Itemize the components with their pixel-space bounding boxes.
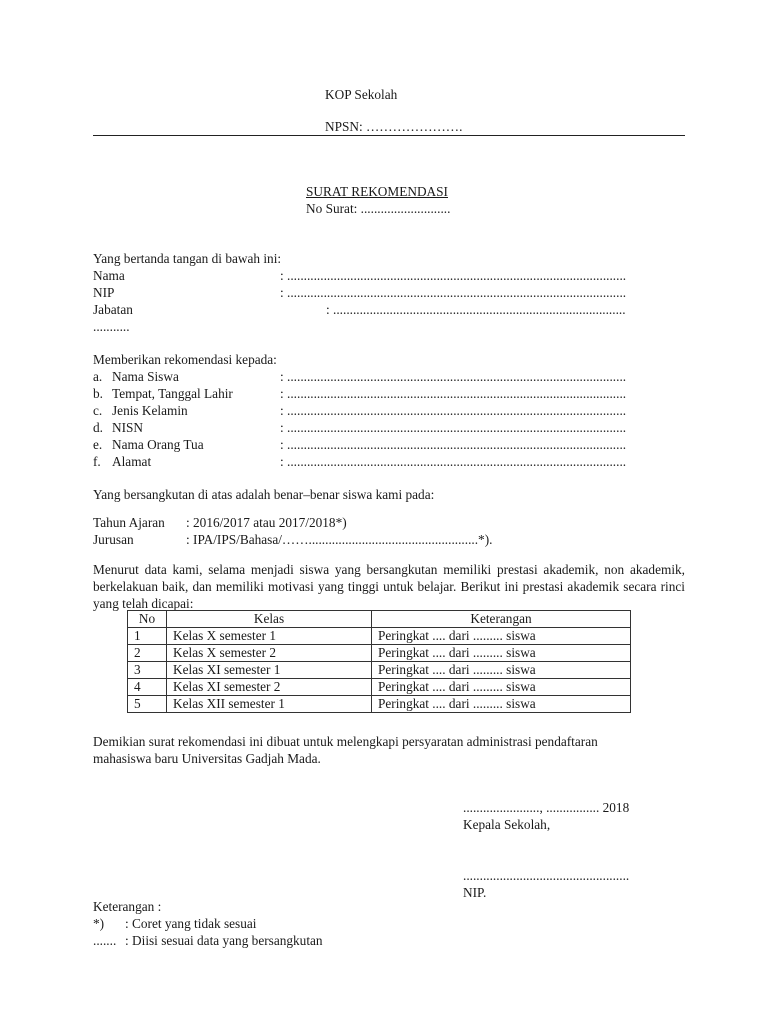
achievement-table (127, 610, 631, 713)
recipient-value-nama-siswa: : ...................................................................................................... (280, 369, 627, 384)
recipient-value-alamat: : ...................................................................................................... (280, 454, 627, 469)
cell-no: 3 (128, 662, 167, 679)
statement: Yang bersangkutan di atas adalah benar–benar siswa kami pada: (93, 487, 435, 502)
cell-no: 2 (128, 645, 167, 662)
tahun-ajaran-value: : 2016/2017 atau 2017/2018*) (186, 515, 347, 530)
kop-sekolah: KOP Sekolah (325, 87, 398, 102)
table-row (128, 662, 631, 679)
recipient-letter-f: f. (93, 454, 101, 469)
recipient-value-ttl: : ...................................................................................................... (280, 386, 627, 401)
recipient-intro: Memberikan rekomendasi kepada: (93, 352, 277, 367)
cell-no: 4 (128, 679, 167, 696)
recipient-label-ttl: Tempat, Tanggal Lahir (112, 386, 233, 401)
no-surat: No Surat: ........................... (306, 201, 451, 216)
signer-label-nama: Nama (93, 268, 125, 283)
signature-nip: NIP. (463, 885, 487, 900)
document-title: SURAT REKOMENDASI (306, 184, 448, 199)
header-no: No (128, 611, 167, 628)
header-kelas: Kelas (167, 611, 372, 628)
cell-keterangan: Peringkat .... dari ......... siswa (372, 696, 631, 713)
recipient-letter-d: d. (93, 420, 103, 435)
recipient-value-orang-tua: : ...................................................................................................... (280, 437, 627, 452)
tahun-ajaran-label: Tahun Ajaran (93, 515, 165, 530)
cell-kelas: Kelas XI semester 2 (167, 679, 372, 696)
signer-role: Kepala Sekolah, (463, 817, 551, 832)
cell-kelas: Kelas X semester 1 (167, 628, 372, 645)
jurusan-value: : IPA/IPS/Bahasa/……...................................................*). (186, 532, 493, 547)
header-keterangan: Keterangan (372, 611, 631, 628)
table-row (128, 679, 631, 696)
note-text-2: : Diisi sesuai data yang bersangkutan (125, 933, 323, 948)
npsn: NPSN: …………………. (325, 119, 463, 134)
cell-keterangan: Peringkat .... dari ......... siswa (372, 679, 631, 696)
recipient-letter-c: c. (93, 403, 103, 418)
recipient-value-jenis-kelamin: : ...................................................................................................... (280, 403, 627, 418)
header-divider (93, 135, 685, 136)
recipient-letter-a: a. (93, 369, 103, 384)
recipient-letter-b: b. (93, 386, 103, 401)
cell-kelas: Kelas XI semester 1 (167, 662, 372, 679)
note-mark-2: ....... (93, 933, 117, 948)
signer-value-nama: : ...................................................................................................... (280, 268, 627, 283)
note-text-1: : Coret yang tidak sesuai (125, 916, 257, 931)
table-row (128, 696, 631, 713)
place-date: ......................., ................ 2018 (463, 800, 630, 815)
table-row (128, 628, 631, 645)
recipient-label-orang-tua: Nama Orang Tua (112, 437, 204, 452)
closing-paragraph: Demikian surat rekomendasi ini dibuat untuk melengkapi persyaratan administrasi pendaftaran mahasiswa baru Universitas Gadjah Mada. (93, 734, 598, 766)
signer-intro: Yang bertanda tangan di bawah ini: (93, 251, 282, 266)
signer-value-jabatan-cont: ........... (93, 319, 130, 334)
recipient-letter-e: e. (93, 437, 103, 452)
note-mark-1: *) (93, 916, 105, 931)
recipient-value-nisn: : ...................................................................................................... (280, 420, 627, 435)
notes-title: Keterangan : (93, 899, 162, 914)
cell-kelas: Kelas XII semester 1 (167, 696, 372, 713)
jurusan-label: Jurusan (93, 532, 134, 547)
achievement-paragraph: Menurut data kami, selama menjadi siswa yang bersangkutan memiliki prestasi akademik, non akademik, berkelakuan baik, dan memiliki motivasi yang tinggi untuk belajar. Berikut ini prestasi akademik secara rinci yang telah dicapai: (93, 562, 685, 611)
signer-label-nip: NIP (93, 285, 115, 300)
cell-no: 1 (128, 628, 167, 645)
recipient-label-jenis-kelamin: Jenis Kelamin (112, 403, 188, 418)
signature-line: .................................................. (463, 868, 630, 883)
cell-keterangan: Peringkat .... dari ......... siswa (372, 662, 631, 679)
signer-value-jabatan: : ........................................................................................ (326, 302, 626, 317)
recipient-label-nisn: NISN (112, 420, 144, 435)
table-row (128, 645, 631, 662)
cell-keterangan: Peringkat .... dari ......... siswa (372, 628, 631, 645)
cell-keterangan: Peringkat .... dari ......... siswa (372, 645, 631, 662)
table-header-row (128, 611, 631, 628)
signer-value-nip: : ...................................................................................................... (280, 285, 627, 300)
cell-no: 5 (128, 696, 167, 713)
signer-label-jabatan: Jabatan (93, 302, 133, 317)
cell-kelas: Kelas X semester 2 (167, 645, 372, 662)
recipient-label-nama-siswa: Nama Siswa (112, 369, 179, 384)
recipient-label-alamat: Alamat (112, 454, 152, 469)
